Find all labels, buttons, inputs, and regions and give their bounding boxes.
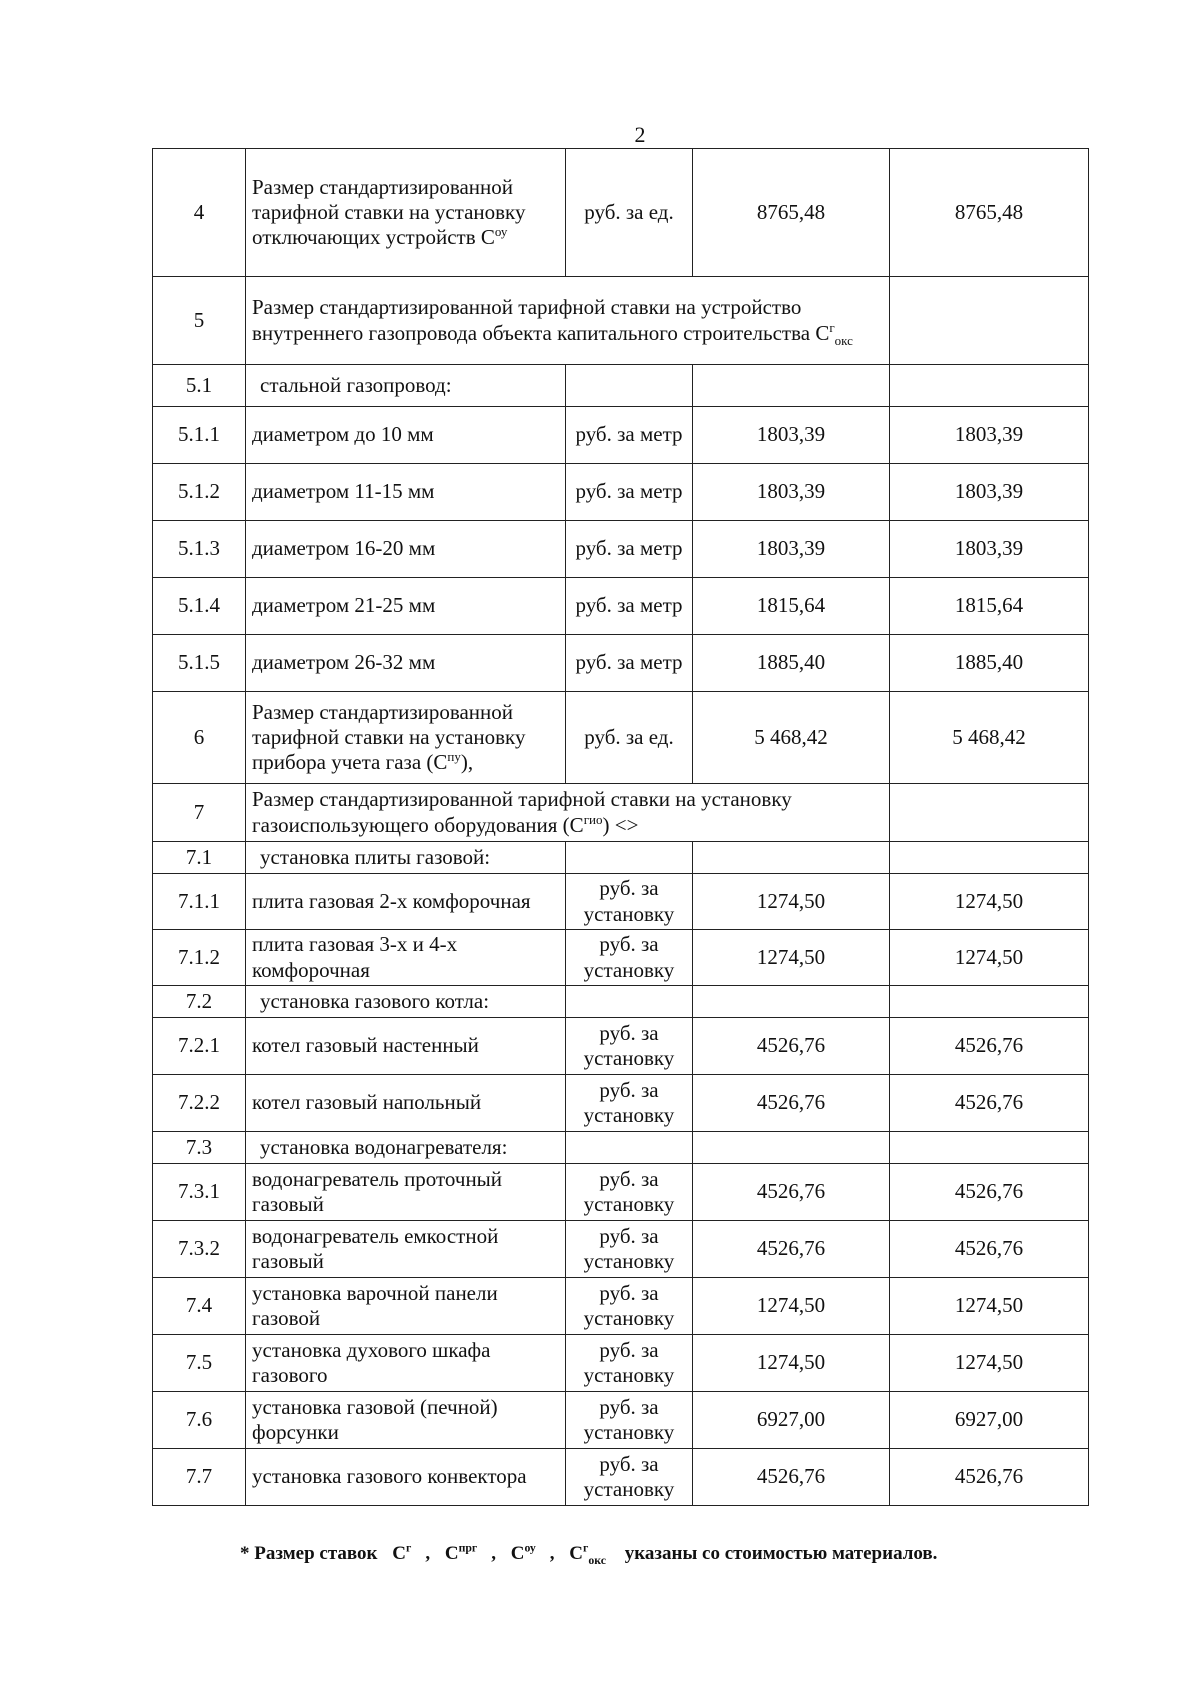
row-name-text: установка газового котла: (260, 988, 490, 1013)
table-row (153, 842, 1089, 874)
row-name-text: Размер стандартизированной тарифной ставки на установку отключающих устройств С (252, 174, 526, 250)
row-number: 7.3 (153, 1132, 246, 1164)
row-number: 7.4 (153, 1278, 246, 1335)
row-name (246, 521, 566, 578)
row-value-1: 6927,00 (693, 1392, 890, 1449)
footnote-symbol-g-oks: $С^г_{окс}$ (569, 1541, 606, 1567)
row-unit: руб. за установку (566, 1335, 693, 1392)
row-value-2 (890, 365, 1089, 407)
row-name (246, 1075, 566, 1132)
row-name (246, 874, 566, 930)
row-value-2: 1274,50 (890, 930, 1089, 986)
row-value-2 (890, 842, 1089, 874)
row-unit: руб. за установку (566, 930, 693, 986)
row-value-2: 1885,40 (890, 635, 1089, 692)
row-name-superscript: гио (583, 811, 603, 827)
row-name-text: диаметром 16-20 мм (252, 536, 436, 561)
table-row (153, 1018, 1089, 1075)
footnote-prefix: * Размер ставок (240, 1543, 378, 1564)
row-unit: руб. за ед. (566, 692, 693, 784)
row-value-2 (890, 784, 1089, 842)
row-name (246, 986, 566, 1018)
table-row (153, 1164, 1089, 1221)
row-name (246, 930, 566, 986)
table-row (153, 149, 1089, 277)
row-name (246, 578, 566, 635)
row-number: 4 (153, 149, 246, 277)
footnote: * Размер ставок $С^г$ , $С^{прг}$ , $С^{оу}$ , $С^г_{окс}$ указаны со стоимостью материалов. (240, 1541, 938, 1567)
row-name-text: установка газового конвектора (252, 1464, 527, 1489)
table-row (153, 1132, 1089, 1164)
row-unit: руб. за установку (566, 1278, 693, 1335)
row-unit: руб. за метр (566, 578, 693, 635)
row-value-2: 4526,76 (890, 1221, 1089, 1278)
row-number: 7.5 (153, 1335, 246, 1392)
row-name-suffix: ), (460, 750, 474, 775)
row-value-2: 1274,50 (890, 1278, 1089, 1335)
row-name-text: установка духового шкафа газового (252, 1337, 491, 1387)
row-unit: руб. за установку (566, 1018, 693, 1075)
row-value-2: 1803,39 (890, 464, 1089, 521)
row-number: 7 (153, 784, 246, 842)
table-row (153, 1335, 1089, 1392)
row-name (246, 1018, 566, 1075)
row-number: 7.6 (153, 1392, 246, 1449)
row-number: 7.2.2 (153, 1075, 246, 1132)
row-value-2: 1274,50 (890, 1335, 1089, 1392)
row-name (246, 1449, 566, 1506)
row-name-text: установка водонагревателя: (260, 1134, 508, 1159)
row-number: 5.1.1 (153, 407, 246, 464)
tariff-table (152, 148, 1089, 1506)
row-number: 5.1.3 (153, 521, 246, 578)
table-row (153, 521, 1089, 578)
row-name-subscript: окс (834, 332, 853, 348)
row-value-1: 4526,76 (693, 1075, 890, 1132)
row-value-1 (693, 365, 890, 407)
row-name-text: установка плиты газовой: (260, 844, 491, 869)
row-name (246, 1392, 566, 1449)
row-name (246, 277, 890, 365)
row-value-1: 4526,76 (693, 1449, 890, 1506)
table-row (153, 407, 1089, 464)
row-name (246, 365, 566, 407)
row-unit: руб. за установку (566, 1392, 693, 1449)
row-name-text: стальной газопровод: (260, 372, 452, 397)
row-unit (566, 842, 693, 874)
row-unit: руб. за установку (566, 1449, 693, 1506)
row-number: 5.1 (153, 365, 246, 407)
row-name (246, 692, 566, 784)
row-unit: руб. за метр (566, 407, 693, 464)
row-value-1: 1274,50 (693, 930, 890, 986)
row-name-text: диаметром до 10 мм (252, 422, 434, 447)
table-row (153, 464, 1089, 521)
row-name (246, 1164, 566, 1221)
row-value-2 (890, 986, 1089, 1018)
row-unit: руб. за установку (566, 1164, 693, 1221)
row-name-text: плита газовая 3-х и 4-х комфорочная (252, 932, 458, 982)
row-unit: руб. за установку (566, 874, 693, 930)
row-name-text: водонагреватель емкостной газовый (252, 1223, 499, 1273)
row-name-text: Размер стандартизированной тарифной ставки на устройство внутреннего газопровода объекта капитального строительства С (252, 295, 830, 345)
row-value-1: 4526,76 (693, 1221, 890, 1278)
row-unit: руб. за установку (566, 1221, 693, 1278)
row-value-1 (693, 986, 890, 1018)
row-name (246, 1132, 566, 1164)
row-number: 6 (153, 692, 246, 784)
row-value-1: 1803,39 (693, 407, 890, 464)
row-value-1: 1274,50 (693, 874, 890, 930)
row-name (246, 842, 566, 874)
table-row (153, 1278, 1089, 1335)
row-name (246, 149, 566, 277)
row-name-text: диаметром 21-25 мм (252, 593, 436, 618)
table-row (153, 277, 1089, 365)
row-value-2: 4526,76 (890, 1449, 1089, 1506)
row-name-text: установка газовой (печной) форсунки (252, 1394, 498, 1444)
table-row (153, 986, 1089, 1018)
table-row (153, 1075, 1089, 1132)
row-number: 5.1.2 (153, 464, 246, 521)
row-value-1: 1803,39 (693, 464, 890, 521)
row-number: 5 (153, 277, 246, 365)
row-name-text: диаметром 11-15 мм (252, 479, 435, 504)
table-row (153, 578, 1089, 635)
row-name-text: котел газовый напольный (252, 1090, 482, 1115)
row-number: 5.1.4 (153, 578, 246, 635)
row-value-1: 4526,76 (693, 1164, 890, 1221)
row-value-2: 5 468,42 (890, 692, 1089, 784)
table-row (153, 1392, 1089, 1449)
table-row (153, 692, 1089, 784)
row-unit (566, 1132, 693, 1164)
row-unit: руб. за метр (566, 464, 693, 521)
row-name-superscript: оу (494, 224, 508, 240)
row-value-1 (693, 842, 890, 874)
table-row (153, 365, 1089, 407)
row-name (246, 1278, 566, 1335)
row-number: 7.1 (153, 842, 246, 874)
row-value-2: 4526,76 (890, 1075, 1089, 1132)
table-row (153, 784, 1089, 842)
row-value-2: 1815,64 (890, 578, 1089, 635)
table-row (153, 1449, 1089, 1506)
table-row (153, 1221, 1089, 1278)
row-number: 7.3.1 (153, 1164, 246, 1221)
row-unit: руб. за метр (566, 635, 693, 692)
row-value-1 (693, 1132, 890, 1164)
row-value-1: 1803,39 (693, 521, 890, 578)
table-row (153, 635, 1089, 692)
row-unit: руб. за ед. (566, 149, 693, 277)
row-number: 7.3.2 (153, 1221, 246, 1278)
row-name-text: диаметром 26-32 мм (252, 650, 436, 675)
row-value-1: 1885,40 (693, 635, 890, 692)
tariff-table-body (153, 149, 1089, 1506)
row-value-2: 8765,48 (890, 149, 1089, 277)
row-value-1: 1274,50 (693, 1278, 890, 1335)
row-name (246, 1335, 566, 1392)
row-name-text: плита газовая 2-х комфорочная (252, 888, 531, 913)
row-name-superscript: г (829, 319, 835, 335)
row-value-2: 1274,50 (890, 874, 1089, 930)
footnote-suffix: указаны со стоимостью материалов. (624, 1543, 938, 1564)
row-number: 7.1.2 (153, 930, 246, 986)
row-value-2 (890, 277, 1089, 365)
row-number: 7.2 (153, 986, 246, 1018)
row-name (246, 635, 566, 692)
row-value-2: 1803,39 (890, 521, 1089, 578)
row-name-suffix: ) <> (602, 812, 639, 837)
row-value-1: 5 468,42 (693, 692, 890, 784)
footnote-symbol-ou: $С^{оу}$ (510, 1541, 536, 1564)
row-name (246, 464, 566, 521)
table-row (153, 930, 1089, 986)
row-value-1: 4526,76 (693, 1018, 890, 1075)
row-unit (566, 986, 693, 1018)
row-name (246, 784, 890, 842)
row-unit: руб. за метр (566, 521, 693, 578)
row-unit: руб. за установку (566, 1075, 693, 1132)
row-value-1: 1815,64 (693, 578, 890, 635)
row-name-text: Размер стандартизированной тарифной ставки на установку прибора учета газа (С (252, 699, 526, 775)
page-number: 2 (634, 122, 646, 147)
row-value-2: 4526,76 (890, 1018, 1089, 1075)
footnote-symbol-prg: $С^{прг}$ (444, 1541, 478, 1564)
row-name-superscript: пу (447, 749, 461, 765)
row-value-2 (890, 1132, 1089, 1164)
row-number: 5.1.5 (153, 635, 246, 692)
row-name-text: Размер стандартизированной тарифной ставки на установку газоиспользующего оборудования (С (252, 787, 792, 837)
row-name (246, 407, 566, 464)
row-value-2: 4526,76 (890, 1164, 1089, 1221)
table-row (153, 874, 1089, 930)
row-name-text: установка варочной панели газовой (252, 1280, 498, 1330)
row-number: 7.7 (153, 1449, 246, 1506)
footnote-symbol-g: $С^г$ (392, 1541, 412, 1564)
row-name-text: водонагреватель проточный газовый (252, 1166, 503, 1216)
row-value-2: 1803,39 (890, 407, 1089, 464)
row-number: 7.2.1 (153, 1018, 246, 1075)
row-value-1: 1274,50 (693, 1335, 890, 1392)
row-number: 7.1.1 (153, 874, 246, 930)
row-name (246, 1221, 566, 1278)
row-unit (566, 365, 693, 407)
row-value-2: 6927,00 (890, 1392, 1089, 1449)
row-value-1: 8765,48 (693, 149, 890, 277)
row-name-text: котел газовый настенный (252, 1033, 479, 1058)
